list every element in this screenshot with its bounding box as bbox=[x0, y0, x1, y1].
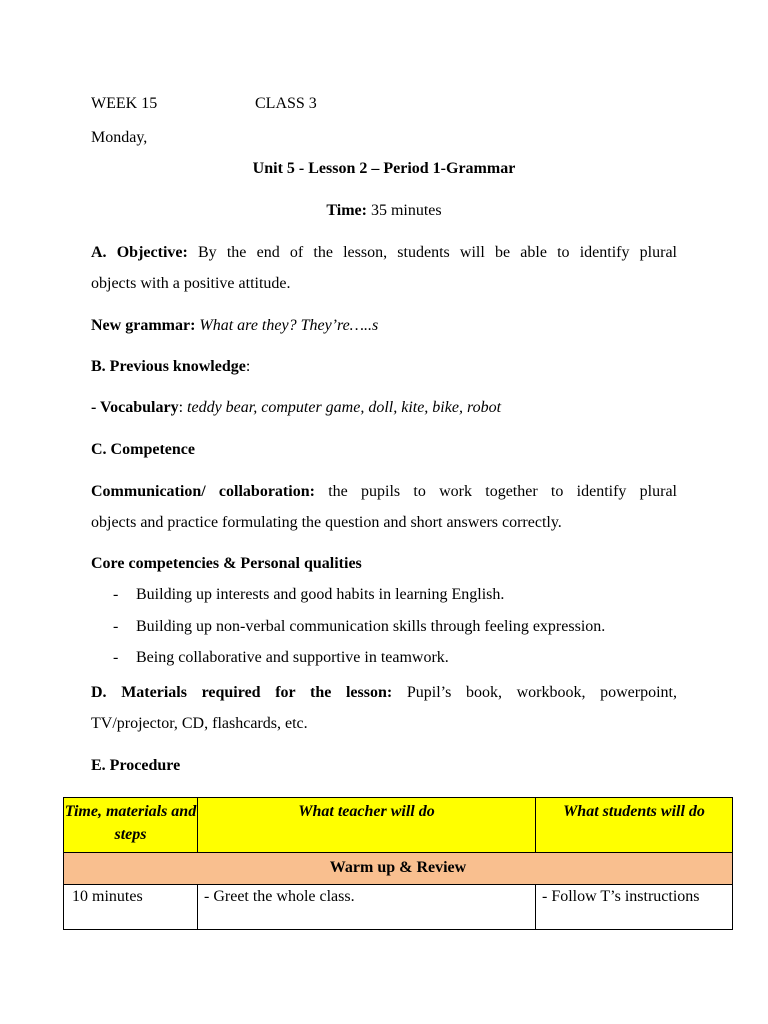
objective-line-1 bbox=[91, 244, 677, 262]
vocabulary-label: - Vocabulary bbox=[91, 399, 179, 416]
core-item-text: Building up interests and good habits in learning English. bbox=[136, 586, 505, 603]
section-row bbox=[64, 853, 733, 885]
communication-line-1 bbox=[91, 483, 677, 501]
procedure-heading: E. Procedure bbox=[91, 757, 181, 774]
bullet-dash: - bbox=[113, 649, 119, 666]
procedure-table bbox=[63, 797, 733, 930]
time-line bbox=[0, 202, 768, 220]
week-label: WEEK 15 bbox=[91, 95, 158, 112]
header-time-cell: Time, materials and steps bbox=[64, 798, 198, 853]
header-teacher-cell: What teacher will do bbox=[198, 798, 536, 853]
communication-line-2: objects and practice formulating the question and short answers correctly. bbox=[91, 514, 562, 531]
materials-text-1: Pupil’s book, workbook, powerpoint, bbox=[392, 684, 678, 701]
lesson-title: Unit 5 - Lesson 2 – Period 1-Grammar bbox=[252, 160, 516, 177]
core-item-text: Being collaborative and supportive in teamwork. bbox=[136, 649, 449, 666]
objective-label: A. Objective: bbox=[91, 244, 188, 261]
materials-label: D. Materials required for the lesson: bbox=[91, 684, 393, 701]
materials-line-1 bbox=[91, 684, 677, 702]
vocabulary-sep: : bbox=[178, 399, 188, 416]
objective-text-1: By the end of the lesson, students will be able to identify plural bbox=[187, 244, 678, 261]
communication-label: Communication/ collaboration: bbox=[91, 483, 315, 500]
class-label: CLASS 3 bbox=[255, 95, 317, 112]
bullet-dash: - bbox=[113, 618, 119, 635]
new-grammar-value: What are they? They’re…..s bbox=[195, 317, 379, 334]
previous-knowledge-colon: : bbox=[245, 358, 251, 375]
communication-text-1: the pupils to work together to identify plural bbox=[314, 483, 677, 500]
materials-line-2: TV/projector, CD, flashcards, etc. bbox=[91, 715, 308, 732]
day-label: Monday, bbox=[91, 129, 148, 146]
time-cell: 10 minutes bbox=[64, 885, 198, 930]
teacher-cell: - Greet the whole class. bbox=[198, 885, 536, 930]
new-grammar-label: New grammar: bbox=[91, 317, 196, 334]
section-cell: Warm up & Review bbox=[64, 853, 733, 885]
objective-line-2: objects with a positive attitude. bbox=[91, 275, 291, 292]
students-cell: - Follow T’s instructions bbox=[536, 885, 733, 930]
core-item-text: Building up non-verbal communication skills through feeling expression. bbox=[136, 618, 606, 635]
previous-knowledge-label: B. Previous knowledge bbox=[91, 358, 246, 375]
time-label: Time: bbox=[326, 202, 367, 219]
table-row bbox=[64, 885, 733, 930]
previous-knowledge-heading bbox=[91, 358, 250, 376]
header-students-cell: What students will do bbox=[536, 798, 733, 853]
competence-heading: C. Competence bbox=[91, 441, 195, 458]
new-grammar-line bbox=[91, 317, 378, 335]
core-heading: Core competencies & Personal qualities bbox=[91, 555, 362, 572]
vocabulary-line bbox=[91, 399, 501, 417]
table-header-row bbox=[64, 798, 733, 853]
vocabulary-value: teddy bear, computer game, doll, kite, bike, robot bbox=[187, 399, 502, 416]
bullet-dash: - bbox=[113, 586, 119, 603]
time-value: 35 minutes bbox=[366, 202, 442, 219]
